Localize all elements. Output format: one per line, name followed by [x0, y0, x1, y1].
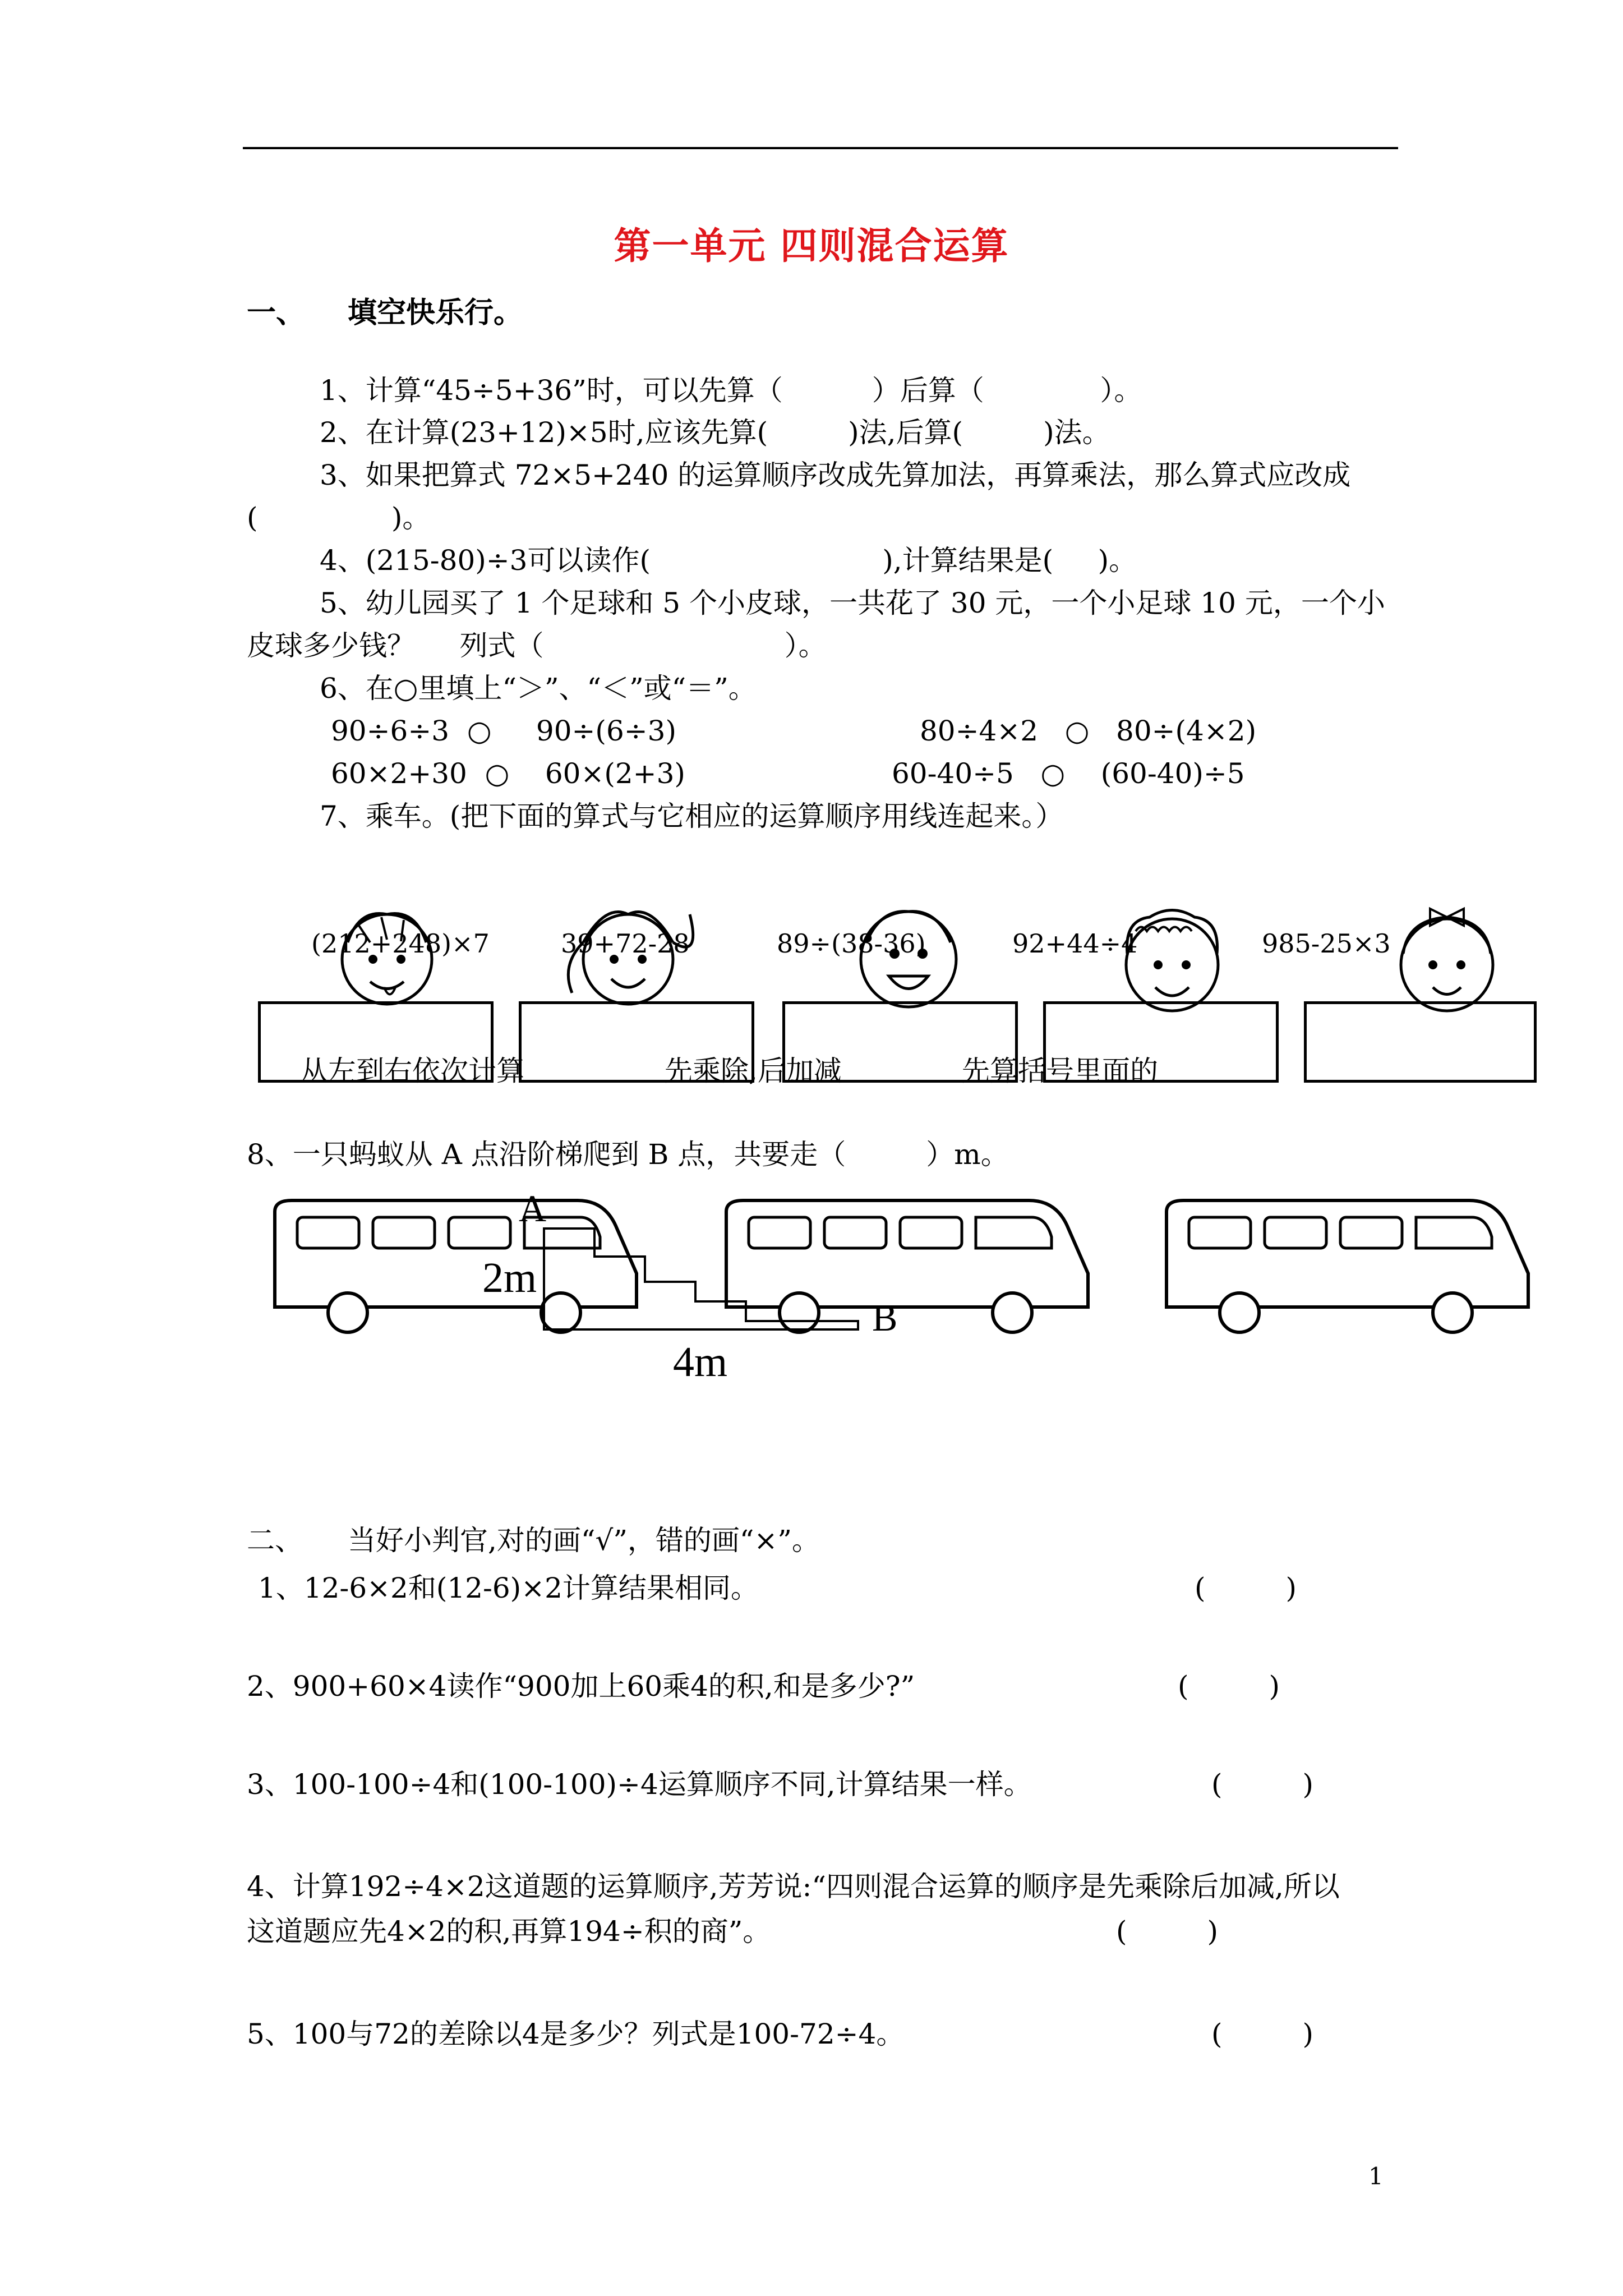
page-title: 第一单元 四则混合运算	[614, 224, 1009, 268]
compare-row-1-left: 90÷6÷3 ○ 90÷(6÷3)	[331, 715, 676, 747]
section2-title: 当好小判官,对的画“√”，错的画“×”。	[348, 1524, 820, 1557]
order-option-1: 从左到右依次计算	[300, 1055, 524, 1087]
judge-3-paren: ( )	[1211, 1768, 1314, 1801]
judge-1-paren: ( )	[1195, 1572, 1297, 1604]
section1-number: 一、	[247, 296, 306, 330]
judge-2-paren: ( )	[1178, 1670, 1280, 1703]
top-rule	[243, 147, 1398, 149]
q7-expression-3: 89÷(38-36)	[777, 928, 926, 959]
q7-expression-5: 985-25×3	[1262, 928, 1391, 959]
question-3-line1: 3、如果把算式 72×5+240 的运算顺序改成先算加法，再算乘法，那么算式应改成	[320, 459, 1351, 491]
point-a-label: A	[519, 1187, 547, 1230]
judge-5-text: 5、100与72的差除以4是多少？列式是100-72÷4。	[247, 2018, 905, 2050]
bus-3-icon	[1155, 1195, 1537, 1335]
section1-title: 填空快乐行。	[348, 296, 523, 330]
question-3-line2: ( )。	[247, 501, 431, 534]
question-5-line1: 5、幼儿园买了 1 个足球和 5 个小皮球，一共花了 30 元，一个小足球 10 元，一个小	[320, 587, 1385, 619]
judge-4-text: 4、计算192÷4×2这道题的运算顺序,芳芳说:“四则混合运算的顺序是先乘除后加减,所以	[247, 1870, 1340, 1903]
q7-expression-2: 39+72-28	[561, 928, 690, 959]
section2-number: 二、	[247, 1524, 303, 1557]
judge-1-text: 1、12-6×2和(12-6)×2计算结果相同。	[258, 1572, 759, 1604]
q7-expression-4: 92+44÷4	[1012, 928, 1138, 959]
page-number: 1	[1368, 2162, 1384, 2190]
judge-4-paren: ( )	[1116, 1915, 1219, 1948]
answer-box-5	[1304, 1001, 1537, 1083]
compare-row-1-right: 80÷4×2 ○ 80÷(4×2)	[920, 715, 1257, 747]
question-2: 2、在计算(23+12)×5时,应该先算( )法,后算( )法。	[320, 416, 1110, 449]
question-7: 7、乘车。(把下面的算式与它相应的运算顺序用线连起来。）	[320, 800, 1064, 832]
judge-4-text-line2: 这道题应先4×2的积,再算194÷积的商”。	[247, 1915, 771, 1948]
question-8: 8、一只蚂蚁从 A 点沿阶梯爬到 B 点，共要走（ ）m。	[247, 1138, 1009, 1171]
order-option-3: 先算括号里面的	[962, 1055, 1158, 1087]
order-option-2: 先乘除,后加减	[665, 1055, 842, 1087]
question-1: 1、计算“45÷5+36”时，可以先算（ ）后算（ ）。	[320, 374, 1142, 407]
judge-5-paren: ( )	[1211, 2018, 1314, 2050]
question-4: 4、(215-80)÷3可以读作( ),计算结果是( )。	[320, 544, 1137, 577]
question-5-line2: 皮球多少钱？ 列式（ ）。	[247, 629, 827, 662]
question-6: 6、在○里填上“＞”、“＜”或“＝”。	[320, 672, 757, 705]
width-label: 4m	[673, 1338, 728, 1386]
compare-row-2-right: 60-40÷5 ○ (60-40)÷5	[892, 757, 1245, 790]
compare-row-2-left: 60×2+30 ○ 60×(2+3)	[331, 757, 685, 790]
point-b-label: B	[872, 1296, 898, 1339]
judge-2-text: 2、900+60×4读作“900加上60乘4的积,和是多少?”	[247, 1670, 915, 1703]
judge-3-text: 3、100-100÷4和(100-100)÷4运算顺序不同,计算结果一样。	[247, 1768, 1032, 1801]
q7-expression-1: (212+248)×7	[311, 928, 490, 959]
height-label: 2m	[482, 1254, 537, 1301]
